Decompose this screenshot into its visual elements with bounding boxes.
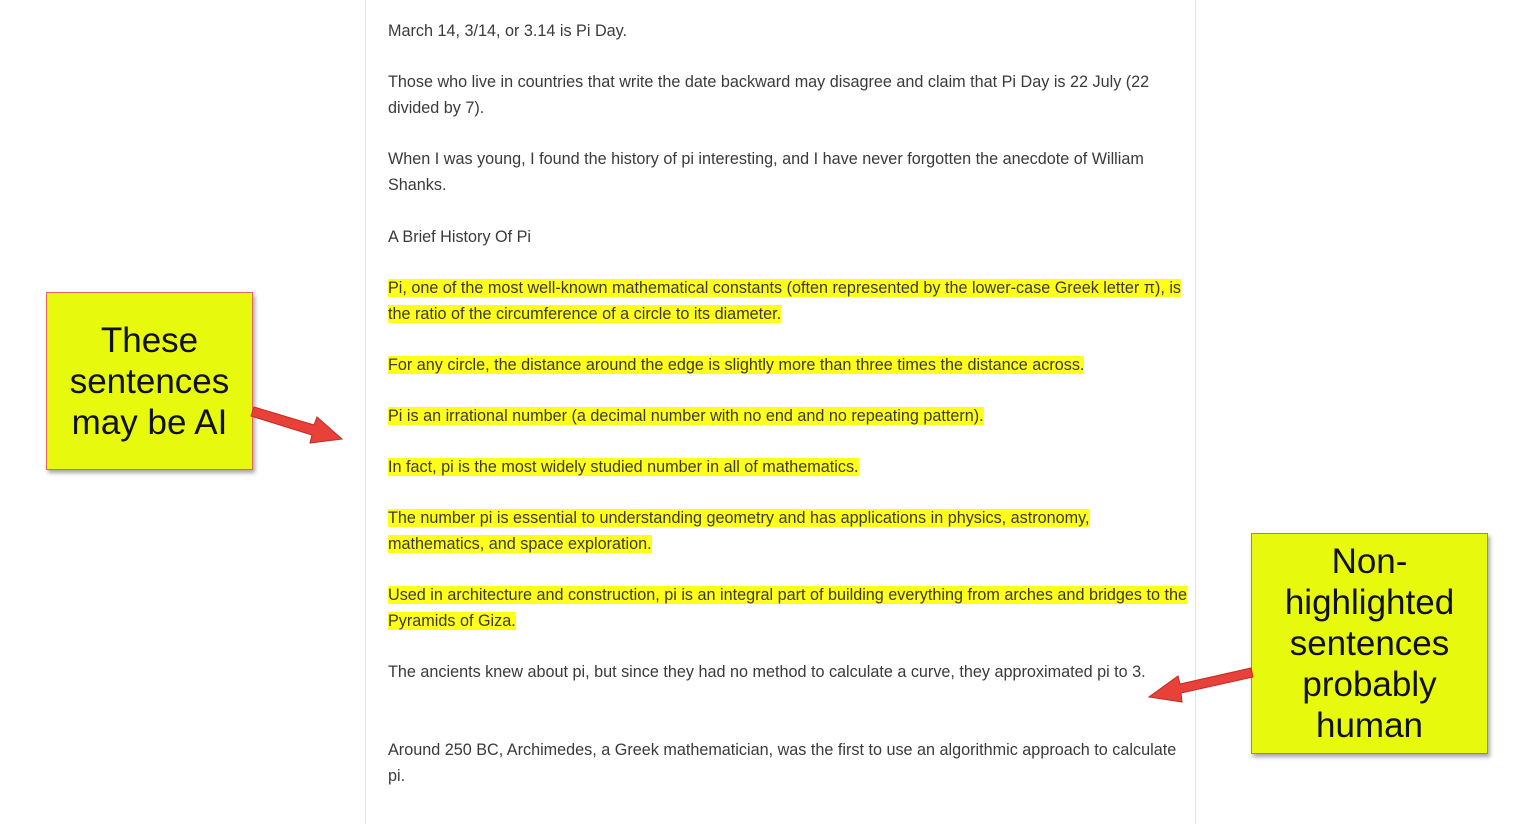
highlighted-paragraph-6 — [388, 582, 1188, 634]
highlighted-text: The number pi is essential to understanding geometry and has applications in physics, astronomy, mathematics, and space exploration. — [388, 509, 1090, 553]
paragraph-text: March 14, 3/14, or 3.14 is Pi Day. — [388, 22, 628, 40]
callout-line: highlighted — [1284, 583, 1455, 622]
highlighted-paragraph-1 — [388, 275, 1188, 327]
article-paragraph-5 — [388, 737, 1188, 789]
highlighted-paragraph-5 — [388, 505, 1188, 557]
callout-line: may be AI — [71, 402, 228, 442]
highlighted-paragraph-2 — [388, 352, 1188, 378]
paragraph-text: Around 250 BC, Archimedes, a Greek mathematician, was the first to use an algorithmic approach to calculate pi. — [388, 741, 1177, 785]
callout-line: Non- — [1331, 542, 1408, 581]
highlighted-paragraph-4 — [388, 454, 1188, 480]
callout-line: probably — [1302, 665, 1437, 704]
article-paragraph-1 — [388, 18, 1188, 44]
highlighted-text: For any circle, the distance around the edge is slightly more than three times the distance across. — [388, 356, 1085, 374]
article-panel — [365, 0, 1196, 824]
heading-text: A Brief History Of Pi — [388, 228, 532, 246]
ai-callout — [46, 292, 253, 470]
highlighted-text: Used in architecture and construction, pi is an integral part of building everything from arches and bridges to the Pyramids of Giza. — [388, 586, 1188, 630]
callout-line: sentences — [1289, 624, 1450, 663]
paragraph-text: Those who live in countries that write the date backward may disagree and claim that Pi Day is 22 July (22 divided by 7). — [388, 73, 1150, 117]
human-callout — [1251, 533, 1488, 754]
paragraph-text: The ancients knew about pi, but since they had no method to calculate a curve, they approximated pi to 3. — [388, 663, 1146, 681]
paragraph-text: When I was young, I found the history of pi interesting, and I have never forgotten the anecdote of William Shanks. — [388, 150, 1144, 194]
highlighted-text: Pi, one of the most well-known mathematical constants (often represented by the lower-case Greek letter π), is the ratio of the circumference of a circle to its diameter. — [388, 279, 1182, 323]
callout-line: human — [1315, 706, 1424, 745]
section-heading — [388, 224, 1188, 250]
highlighted-paragraph-3 — [388, 403, 1188, 429]
highlighted-text: Pi is an irrational number (a decimal number with no end and no repeating pattern). — [388, 407, 984, 425]
arrow-to-non-highlighted-icon — [1140, 660, 1265, 710]
highlighted-text: In fact, pi is the most widely studied number in all of mathematics. — [388, 458, 859, 476]
callout-line: These — [100, 320, 199, 360]
arrow-to-highlighted-icon — [240, 395, 355, 455]
callout-line: sentences — [69, 361, 230, 401]
article-paragraph-3 — [388, 146, 1188, 198]
article-paragraph-4 — [388, 659, 1188, 685]
article-paragraph-2 — [388, 69, 1188, 121]
